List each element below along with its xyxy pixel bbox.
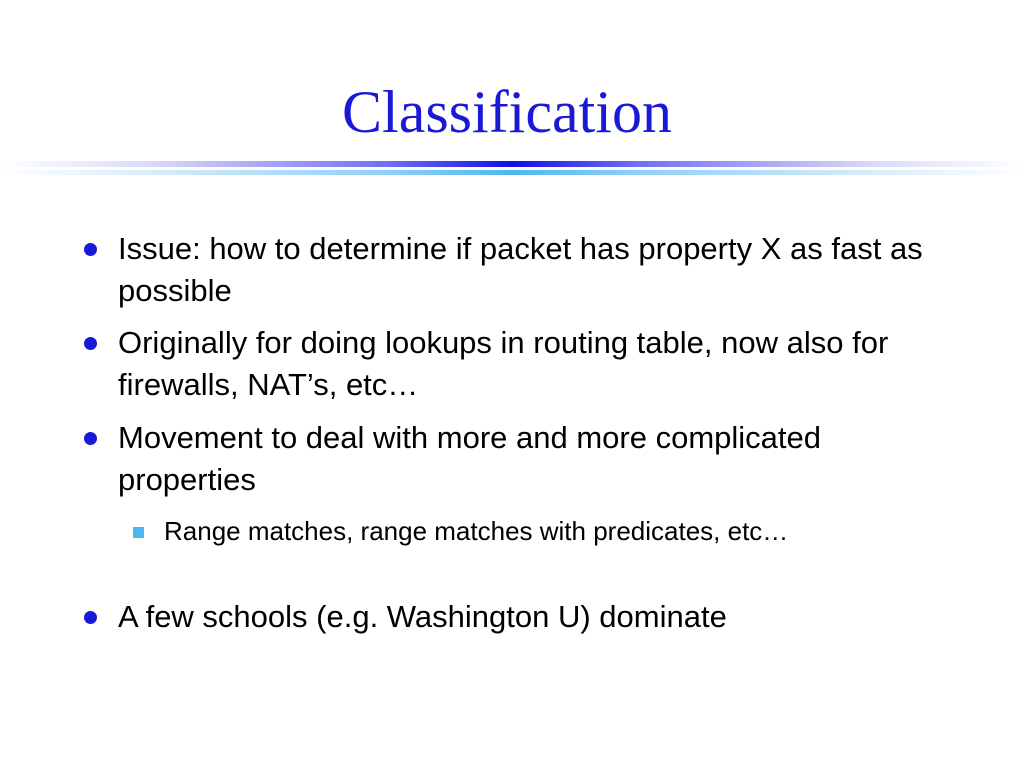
bullet-item-2: [118, 322, 958, 406]
sub-bullet-item-1: [164, 513, 924, 549]
bullet-text: Movement to deal with more and more complicated properties: [118, 420, 821, 497]
round-bullet-icon: [84, 432, 97, 445]
bullet-text: A few schools (e.g. Washington U) dominate: [118, 599, 727, 634]
square-bullet-icon: [133, 527, 144, 538]
bullet-item-1: [118, 228, 958, 312]
round-bullet-icon: [84, 337, 97, 350]
bullet-text: Issue: how to determine if packet has property X as fast as possible: [118, 231, 923, 308]
bullet-text: Originally for doing lookups in routing table, now also for firewalls, NAT’s, etc…: [118, 325, 889, 402]
bullet-item-4: [118, 596, 958, 638]
slide-title: Classification: [342, 79, 672, 145]
round-bullet-icon: [84, 611, 97, 624]
round-bullet-icon: [84, 243, 97, 256]
sub-bullet-text: Range matches, range matches with predicates, etc…: [164, 516, 789, 546]
bullet-item-3: [118, 417, 958, 501]
